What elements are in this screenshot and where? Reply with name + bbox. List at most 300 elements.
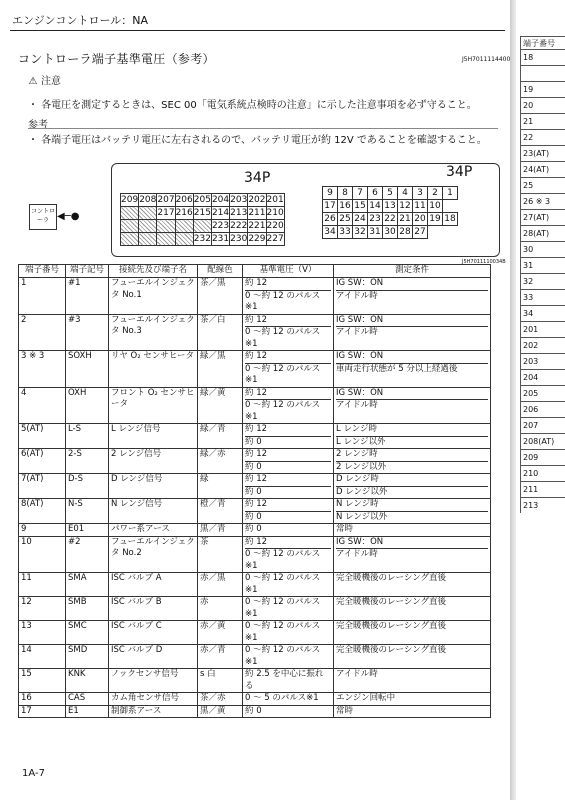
reference-body: 各端子電圧はバッテリ電圧に左右されるので、バッテリ電圧が約 12V であることを確認すること。 [41, 135, 487, 146]
measurement-condition [334, 536, 491, 573]
connection-name: フューエルインジェクタ No.1 [109, 278, 198, 315]
adjacent-terminal: 28(AT) [521, 226, 565, 242]
adjacent-terminal: 26 ※ 3 [521, 194, 565, 210]
page-number: 1A-7 [22, 768, 45, 779]
terminal-number: 15 [19, 669, 66, 693]
adjacent-terminal: 端子番号 [521, 37, 565, 50]
adjacent-row [521, 130, 565, 146]
reference-text: ・ 各端子電圧はバッテリ電圧に左右されるので、バッテリ電圧が約 12V であることを確認すること。 [28, 135, 487, 146]
terminal-symbol: SOXH [66, 351, 109, 388]
pin-number: 203 [230, 195, 248, 205]
pin-number: 206 [175, 195, 193, 205]
condition-line: 完全暖機後のレーシング直後 [336, 621, 446, 631]
pin-number: 25 [339, 214, 351, 224]
wire-color: 黒／黄 [198, 705, 243, 718]
adjacent-terminal: 27(AT) [521, 210, 565, 226]
adjacent-terminal: 20 [521, 98, 565, 114]
condition-line: 2 レンジ時 [336, 449, 378, 459]
condition-line: アイドル時 [336, 669, 378, 679]
adjacent-row [521, 386, 565, 402]
condition-line: IG SW：ON [336, 314, 384, 325]
pin-number: 216 [175, 208, 193, 218]
adjacent-row [521, 194, 565, 210]
pin-number: 202 [248, 195, 266, 205]
adjacent-row [521, 290, 565, 306]
measurement-condition [334, 621, 491, 645]
pin-number: 1 [443, 187, 458, 200]
adjacent-terminal: 23(AT) [521, 146, 565, 162]
condition-line: IG SW：ON [336, 278, 384, 288]
connection-name: ISC バルブ B [109, 597, 198, 621]
terminal-number: 10 [19, 536, 66, 573]
pin-row [121, 233, 285, 246]
figure-code: J5H7011110034B [462, 259, 506, 265]
terminal-number: 5(AT) [19, 424, 66, 449]
pin-number: 5 [383, 187, 398, 200]
condition-line: L レンジ時 [336, 424, 378, 434]
adjacent-terminal: 209 [521, 450, 565, 466]
adjacent-row [521, 258, 565, 274]
doc-code: J5H7011114400 [462, 56, 511, 63]
terminal-symbol: OXH [66, 387, 109, 424]
condition-line: IG SW：ON [336, 351, 384, 361]
col-header: 接続先及び端子名 [109, 265, 198, 278]
adjacent-row [521, 402, 565, 418]
pin-number: 209 [121, 195, 139, 205]
voltage-line: 0 ～約 12 のパルス※1 [245, 363, 331, 387]
connection-name: パワー系アース [109, 524, 198, 537]
connection-name: 制御系アース [109, 705, 198, 718]
terminal-number: 16 [19, 693, 66, 706]
reference-voltage [243, 621, 334, 645]
voltage-line: 約 12 [245, 351, 268, 361]
measurement-condition [334, 499, 491, 524]
connection-name: フューエルインジェクタ No.2 [109, 536, 198, 573]
pin-number: 11 [414, 201, 426, 211]
terminal-number: 7(AT) [19, 474, 66, 499]
connection-name: L レンジ信号 [109, 424, 198, 449]
empty-pin-slot [175, 233, 193, 246]
adjacent-terminal: 18 [521, 50, 565, 66]
adjacent-terminal: 32 [521, 274, 565, 290]
measurement-condition [334, 387, 491, 424]
condition-line: IG SW：ON [336, 536, 384, 547]
adjacent-row [521, 114, 565, 130]
adjacent-row [521, 66, 565, 82]
table-row [19, 314, 491, 351]
wire-color: 緑／黄 [198, 387, 243, 424]
measurement-condition [334, 597, 491, 621]
caution-text: ・ 各電圧を測定するときは、SEC 00「電気系統点検時の注意」に示した注意事項を必ず守ること。 [28, 100, 477, 111]
connection-name: リヤ O₂ センサヒータ [109, 351, 198, 388]
adjacent-row [521, 338, 565, 354]
terminal-symbol: SMD [66, 645, 109, 669]
table-row [19, 669, 491, 693]
adjacent-terminal: 213 [521, 498, 565, 514]
terminal-symbol: KNK [66, 669, 109, 693]
empty-pin-slot [139, 220, 157, 233]
adjacent-row [521, 37, 565, 50]
pin-number: 28 [399, 227, 411, 237]
voltage-line: 約 12 [245, 314, 268, 325]
pin-number: 17 [324, 201, 336, 211]
empty-pin-slot [139, 233, 157, 246]
col-header: 配線色 [198, 265, 243, 278]
adjacent-terminal [521, 66, 565, 82]
table-row [19, 645, 491, 669]
adjacent-row [521, 50, 565, 66]
voltage-line: 約 0 [245, 436, 331, 449]
wire-color: 黒／青 [198, 524, 243, 537]
empty-pin-slot [121, 207, 139, 220]
adjacent-terminal: 31 [521, 258, 565, 274]
connection-name: ISC バルブ C [109, 621, 198, 645]
controller-label: コントローラ [30, 208, 55, 224]
pin-number: 14 [369, 201, 381, 211]
reference-voltage [243, 705, 334, 718]
adjacent-terminal: 208(AT) [521, 434, 565, 450]
pin-number: 213 [230, 208, 248, 218]
connection-name: カム角センサ信号 [109, 693, 198, 706]
table-row [19, 524, 491, 537]
empty-pin-slot [121, 220, 139, 233]
reference-heading: 参考 [28, 120, 48, 131]
pin-number: 24 [354, 214, 366, 224]
terminal-number: 13 [19, 621, 66, 645]
voltage-line: 0 ～約 12 のパルス※1 [245, 290, 331, 314]
pin-number: 232 [193, 234, 211, 244]
adjacent-terminal: 203 [521, 354, 565, 370]
pin-number: 34 [324, 227, 336, 237]
connection-name: 2 レンジ信号 [109, 449, 198, 474]
connection-name: フューエルインジェクタ No.3 [109, 314, 198, 351]
condition-line: 常時 [336, 705, 354, 716]
pin-number: 27 [414, 227, 426, 237]
adjacent-page-table [520, 36, 565, 513]
pin-row [121, 207, 285, 220]
empty-pin-slot [193, 220, 211, 233]
controller-box [29, 204, 57, 230]
pin-row [121, 220, 285, 233]
wire-color: 赤／黒 [198, 573, 243, 597]
terminal-number: 4 [19, 387, 66, 424]
table-row [19, 278, 491, 315]
adjacent-row [521, 482, 565, 498]
pin-row [323, 226, 458, 239]
pin-number: 8 [338, 187, 353, 200]
voltage-line: 約 0 [245, 486, 331, 499]
wire-color: 赤／黄 [198, 621, 243, 645]
pin-number: 15 [354, 201, 366, 211]
condition-line: IG SW：ON [336, 387, 384, 398]
condition-line: 完全暖機後のレーシング直後 [336, 597, 446, 607]
pin-number: 4 [398, 187, 413, 200]
terminal-symbol: SMC [66, 621, 109, 645]
table-row [19, 474, 491, 499]
empty-pin-slot [175, 220, 193, 233]
adjacent-row [521, 274, 565, 290]
connection-name: ISC バルブ A [109, 573, 198, 597]
reference-voltage [243, 573, 334, 597]
reference-voltage [243, 424, 334, 449]
condition-line: アイドル時 [336, 399, 488, 412]
pin-number: 13 [384, 201, 396, 211]
adjacent-row [521, 418, 565, 434]
adjacent-terminal: 34 [521, 306, 565, 322]
measurement-condition [334, 474, 491, 499]
pin-number: 207 [157, 195, 175, 205]
measurement-condition [334, 645, 491, 669]
table-row [19, 387, 491, 424]
measurement-condition [334, 693, 491, 706]
reference-voltage [243, 645, 334, 669]
adjacent-terminal: 21 [521, 114, 565, 130]
adjacent-row [521, 498, 565, 514]
terminal-symbol: L-S [66, 424, 109, 449]
terminal-symbol: D-S [66, 474, 109, 499]
pin-number: 6 [368, 187, 383, 200]
measurement-condition [334, 669, 491, 693]
measurement-condition [334, 424, 491, 449]
condition-line: エンジン回転中 [336, 693, 396, 703]
adjacent-row [521, 146, 565, 162]
adjacent-terminal: 202 [521, 338, 565, 354]
connection-name: ISC バルブ D [109, 645, 198, 669]
voltage-line: 0 ～約 12 のパルス※1 [245, 597, 321, 619]
pin-number: 10 [429, 201, 441, 211]
header-rule [10, 30, 505, 31]
caution-heading [28, 72, 61, 87]
pin-number: 19 [429, 214, 441, 224]
voltage-line: 約 12 [245, 449, 268, 459]
reference-voltage [243, 314, 334, 351]
condition-line: 常時 [336, 524, 354, 534]
adjacent-row [521, 162, 565, 178]
condition-line: アイドル時 [336, 290, 488, 303]
condition-line: L レンジ以外 [336, 436, 488, 449]
voltage-line: 約 0 [245, 705, 262, 716]
warning-triangle-icon: ⚠ [28, 76, 38, 87]
pin-row [121, 194, 285, 207]
pin-number: 26 [324, 214, 336, 224]
adjacent-terminal: 19 [521, 82, 565, 98]
connection-name: N レンジ信号 [109, 499, 198, 524]
wire-color: 赤 [198, 597, 243, 621]
pin-number: 22 [384, 214, 396, 224]
wire-color: s 白 [198, 669, 243, 693]
reference-voltage [243, 669, 334, 693]
table-row [19, 705, 491, 718]
pin-number: 220 [266, 221, 284, 231]
pin-number: 16 [339, 201, 351, 211]
terminal-symbol: SMA [66, 573, 109, 597]
pin-number: 7 [353, 187, 368, 200]
pin-number: 30 [384, 227, 396, 237]
measurement-condition [334, 278, 491, 315]
pin-number: 208 [139, 195, 157, 205]
terminal-symbol: E1 [66, 705, 109, 718]
reference-voltage [243, 693, 334, 706]
voltage-line: 約 12 [245, 536, 268, 547]
pin-number: 3 [413, 187, 428, 200]
voltage-line: 約 12 [245, 424, 268, 434]
voltage-line: 約 0 [245, 511, 331, 524]
table-row [19, 499, 491, 524]
table-row [19, 536, 491, 573]
table-row [19, 693, 491, 706]
voltage-line: 0 ～約 12 のパルス※1 [245, 621, 321, 643]
table-header-row [19, 265, 491, 278]
adjacent-terminal: 33 [521, 290, 565, 306]
pin-row [323, 187, 458, 200]
measurement-condition [334, 705, 491, 718]
terminal-symbol: E01 [66, 524, 109, 537]
adjacent-terminal: 205 [521, 386, 565, 402]
adjacent-row [521, 82, 565, 98]
voltage-line: 約 12 [245, 278, 268, 288]
wire-color: 緑／青 [198, 424, 243, 449]
condition-line: 車両走行状態が 5 分以上経過後 [336, 363, 488, 376]
condition-line: アイドル時 [336, 548, 488, 561]
terminal-number: 2 [19, 314, 66, 351]
terminal-number: 12 [19, 597, 66, 621]
pin-number: 222 [230, 221, 248, 231]
pin-number: 223 [211, 221, 230, 231]
adjacent-row [521, 370, 565, 386]
adjacent-row [521, 354, 565, 370]
col-header: 測定条件 [334, 265, 491, 278]
terminal-number: 9 [19, 524, 66, 537]
pin-number: 229 [248, 234, 266, 244]
terminal-number: 14 [19, 645, 66, 669]
table-row [19, 597, 491, 621]
voltage-line: 0 ～約 12 のパルス※1 [245, 326, 331, 350]
table-row [19, 449, 491, 474]
pin-number: 205 [193, 195, 211, 205]
adjacent-terminal: 204 [521, 370, 565, 386]
pin-number: 23 [369, 214, 381, 224]
terminal-symbol: N-S [66, 499, 109, 524]
terminal-symbol: #1 [66, 278, 109, 315]
voltage-line: 約 12 [245, 499, 268, 509]
pin-number: 215 [193, 208, 211, 218]
adjacent-row [521, 98, 565, 114]
pin-number: 21 [399, 214, 411, 224]
terminal-number: 17 [19, 705, 66, 718]
arrow-to-connector-icon: ◀─● [57, 211, 80, 222]
pin-row [323, 200, 458, 213]
right-connector [322, 186, 458, 239]
pin-row [323, 213, 458, 226]
adjacent-row [521, 242, 565, 258]
terminal-number: 3 ※ 3 [19, 351, 66, 388]
pin-number: 214 [211, 208, 230, 218]
terminal-symbol: CAS [66, 693, 109, 706]
pin-number: 227 [266, 234, 284, 244]
table-row [19, 621, 491, 645]
pin-number: 20 [414, 214, 426, 224]
pin-number: 221 [248, 221, 266, 231]
caution-body: 各電圧を測定するときは、SEC 00「電気系統点検時の注意」に示した注意事項を必ず守ること。 [41, 100, 477, 111]
col-header: 基準電圧（V） [243, 265, 334, 278]
pin-number: 33 [339, 227, 351, 237]
adjacent-terminal: 22 [521, 130, 565, 146]
condition-line: アイドル時 [336, 326, 488, 339]
terminal-symbol: SMB [66, 597, 109, 621]
reference-voltage [243, 351, 334, 388]
pin-number: 231 [211, 234, 230, 244]
voltage-line: 約 2.5 を中心に振れる [245, 669, 324, 691]
wire-color: 橙／青 [198, 499, 243, 524]
empty-pin-slot [157, 220, 175, 233]
left-connector-label: 34P [244, 170, 271, 186]
connection-name: フロント O₂ センサヒータ [109, 387, 198, 424]
wire-color: 茶／黒 [198, 278, 243, 315]
table-row [19, 424, 491, 449]
connection-name: ノックセンサ信号 [109, 669, 198, 693]
measurement-condition [334, 314, 491, 351]
adjacent-row [521, 434, 565, 450]
adjacent-terminal: 201 [521, 322, 565, 338]
voltage-line: 0 ～約 12 のパルス※1 [245, 399, 331, 423]
pin-number: 211 [248, 208, 266, 218]
voltage-line: 0 ～約 12 のパルス※1 [245, 573, 321, 595]
pin-number: 2 [428, 187, 443, 200]
condition-line: 完全暖機後のレーシング直後 [336, 573, 446, 583]
right-connector-label: 34P [446, 164, 473, 180]
voltage-line: 0 ～ 5 のパルス※1 [245, 693, 319, 703]
pin-number: 31 [369, 227, 381, 237]
pin-number: 217 [157, 208, 175, 218]
terminal-symbol: #3 [66, 314, 109, 351]
pin-number: 9 [323, 187, 338, 200]
terminal-number: 1 [19, 278, 66, 315]
adjacent-row [521, 322, 565, 338]
reference-voltage [243, 524, 334, 537]
adjacent-terminal: 24(AT) [521, 162, 565, 178]
empty-pin-slot [121, 233, 139, 246]
reference-voltage [243, 278, 334, 315]
col-header: 端子番号 [19, 265, 66, 278]
wire-color: 緑 [198, 474, 243, 499]
terminal-symbol: #2 [66, 536, 109, 573]
terminal-number: 6(AT) [19, 449, 66, 474]
adjacent-row [521, 450, 565, 466]
section-header: エンジンコントロール：NA [12, 14, 148, 27]
pin-number: 204 [211, 195, 230, 205]
reference-voltage [243, 387, 334, 424]
adjacent-row [521, 210, 565, 226]
measurement-condition [334, 573, 491, 597]
condition-line: 完全暖機後のレーシング直後 [336, 645, 446, 655]
wire-color: 茶／赤 [198, 693, 243, 706]
adjacent-terminal: 30 [521, 242, 565, 258]
left-connector-pins [120, 193, 285, 246]
measurement-condition [334, 449, 491, 474]
wire-color: 茶／白 [198, 314, 243, 351]
terminal-number: 11 [19, 573, 66, 597]
condition-line: 2 レンジ以外 [336, 461, 488, 474]
wire-color: 緑／黒 [198, 351, 243, 388]
voltage-line: 0 ～約 12 のパルス※1 [245, 548, 331, 572]
table-row [19, 573, 491, 597]
condition-line: D レンジ時 [336, 474, 379, 484]
reference-rule [28, 128, 498, 129]
measurement-condition [334, 524, 491, 537]
voltage-line: 約 0 [245, 461, 331, 474]
condition-line: N レンジ以外 [336, 511, 488, 524]
reference-voltage [243, 474, 334, 499]
